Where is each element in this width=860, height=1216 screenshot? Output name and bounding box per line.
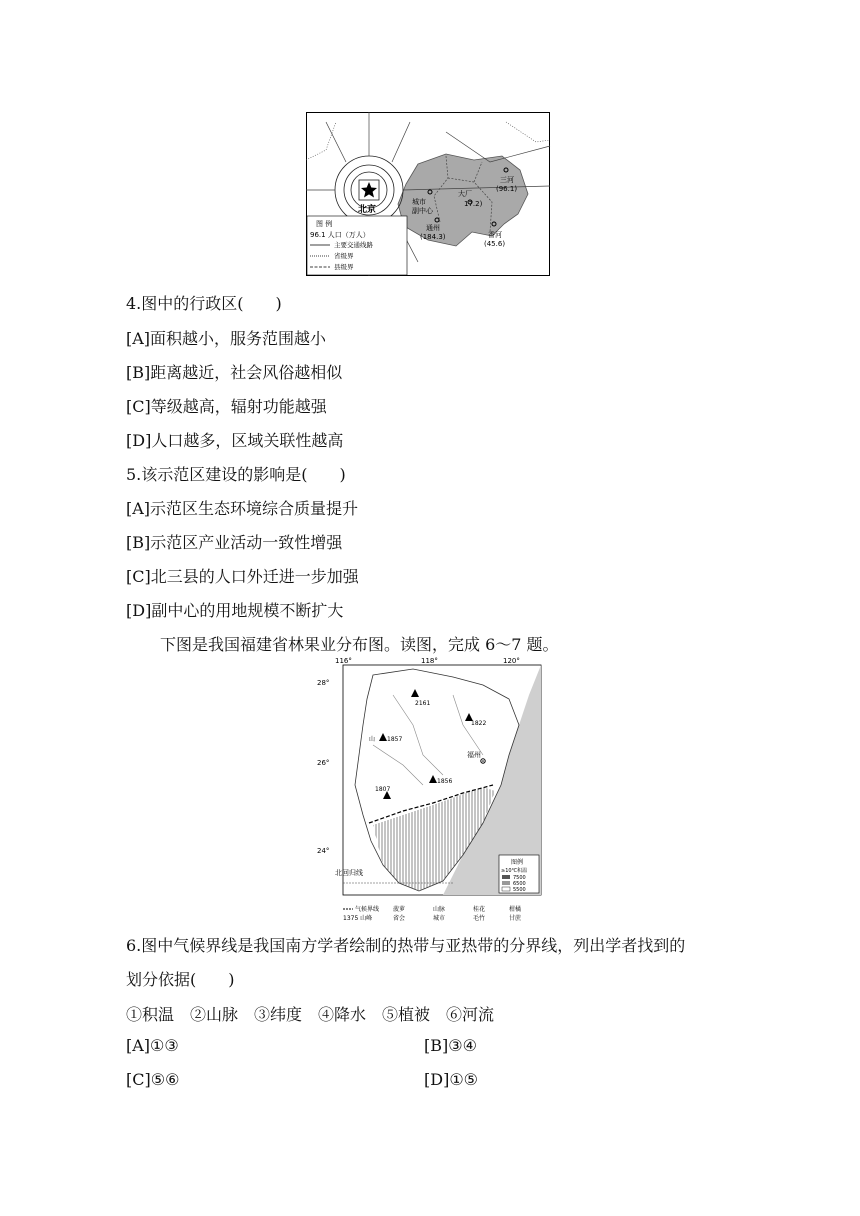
legend-osmanthus: 桂花 <box>473 906 486 913</box>
peak-1822: 1822 <box>471 720 487 727</box>
tropic-label: 北回归线 <box>335 869 363 877</box>
lat-label-28: 28° <box>317 679 330 687</box>
question-4-option-d: [D]人口越多，区域关联性越高 <box>126 431 344 450</box>
tongzhou-label: 通州 <box>426 224 440 232</box>
legend-citrus: 柑橘 <box>509 906 522 913</box>
dachang-pop: 17.2) <box>464 200 483 208</box>
lon-label-118: 118° <box>421 657 438 665</box>
legend-5500: 5500 <box>513 887 526 893</box>
map2-legend-title: 图例 <box>511 859 524 866</box>
legend-bamboo: 毛竹 <box>473 915 486 922</box>
legend-city: 城市 <box>433 915 446 922</box>
map2-legend-subtitle: ≥10℃积温 <box>501 868 528 874</box>
peak-1856: 1856 <box>437 778 453 785</box>
legend-climate-line: 气候界线 <box>355 906 380 913</box>
xianghe-label: 香河 <box>488 231 502 239</box>
beijing-subcenter-map <box>306 112 550 276</box>
question-6-option-d: [D]①⑤ <box>424 1070 478 1089</box>
fujian-forestry-map <box>317 655 543 922</box>
lon-label-120: 120° <box>503 657 520 665</box>
map1-legend-county: 县级界 <box>334 263 354 271</box>
legend-peak: 1375 山峰 <box>343 915 373 922</box>
question-6-option-c: [C]⑤⑥ <box>126 1070 180 1089</box>
map1-legend-road: 主要交通线路 <box>334 241 373 249</box>
subcenter-label-2: 副中心 <box>412 207 433 215</box>
legend-7500: 7500 <box>513 875 526 881</box>
sanhe-pop: (96.1) <box>496 185 518 193</box>
tongzhou-pop: (184.3) <box>420 233 446 241</box>
map1-legend-province: 省级界 <box>334 252 354 260</box>
dachang-label: 大厂 <box>458 190 472 198</box>
fuzhou-label: 福州 <box>467 751 481 759</box>
beijing-label: 北京 <box>358 205 377 215</box>
legend-capital: 省会 <box>393 915 406 922</box>
question-4-option-b: [B]距离越近，社会风俗越相似 <box>126 363 343 382</box>
legend-mountain: 山脉 <box>433 906 446 913</box>
lat-label-26: 26° <box>317 759 330 767</box>
question-6-option-a: [A]①③ <box>126 1036 179 1055</box>
map1-legend-title: 图 例 <box>316 220 333 228</box>
question-6-option-b: [B]③④ <box>424 1036 477 1055</box>
legend-6500: 6500 <box>513 881 526 887</box>
question-5-stem: 5.该示范区建设的影响是( ) <box>126 465 346 484</box>
peak-1857: 1857 <box>387 736 403 743</box>
xianghe-pop: (45.6) <box>484 240 506 248</box>
map1-legend-population: 96.1 人口（万人） <box>310 231 370 239</box>
map2-intro: 下图是我国福建省林果业分布图。读图，完成 6～7 题。 <box>160 635 559 654</box>
subcenter-label-1: 城市 <box>412 198 426 206</box>
question-5-option-a: [A]示范区生态环境综合质量提升 <box>126 499 359 518</box>
city-label-shan: 山 <box>369 736 376 743</box>
legend-sugarcane: 甘蔗 <box>509 915 522 922</box>
lon-label-116: 116° <box>335 657 352 665</box>
question-5-option-b: [B]示范区产业活动一致性增强 <box>126 533 343 552</box>
question-5-option-c: [C]北三县的人口外迁进一步加强 <box>126 567 359 586</box>
sanhe-label: 三河 <box>500 176 514 184</box>
question-6-items: ①积温 ②山脉 ③纬度 ④降水 ⑤植被 ⑥河流 <box>126 1005 495 1024</box>
peak-2161: 2161 <box>415 700 431 707</box>
question-4-option-a: [A]面积越小，服务范围越小 <box>126 329 327 348</box>
question-5-option-d: [D]副中心的用地规模不断扩大 <box>126 601 344 620</box>
question-6-stem-line1: 6.图中气候界线是我国南方学者绘制的热带与亚热带的分界线，列出学者找到的 <box>126 936 686 955</box>
peak-1807: 1807 <box>375 786 391 793</box>
question-6-stem-line2: 划分依据( ) <box>126 970 235 989</box>
lat-label-24: 24° <box>317 847 330 855</box>
question-4-option-c: [C]等级越高，辐射功能越强 <box>126 397 327 416</box>
question-4-stem: 4.图中的行政区( ) <box>126 294 282 313</box>
legend-pineapple: 菠萝 <box>393 906 406 913</box>
